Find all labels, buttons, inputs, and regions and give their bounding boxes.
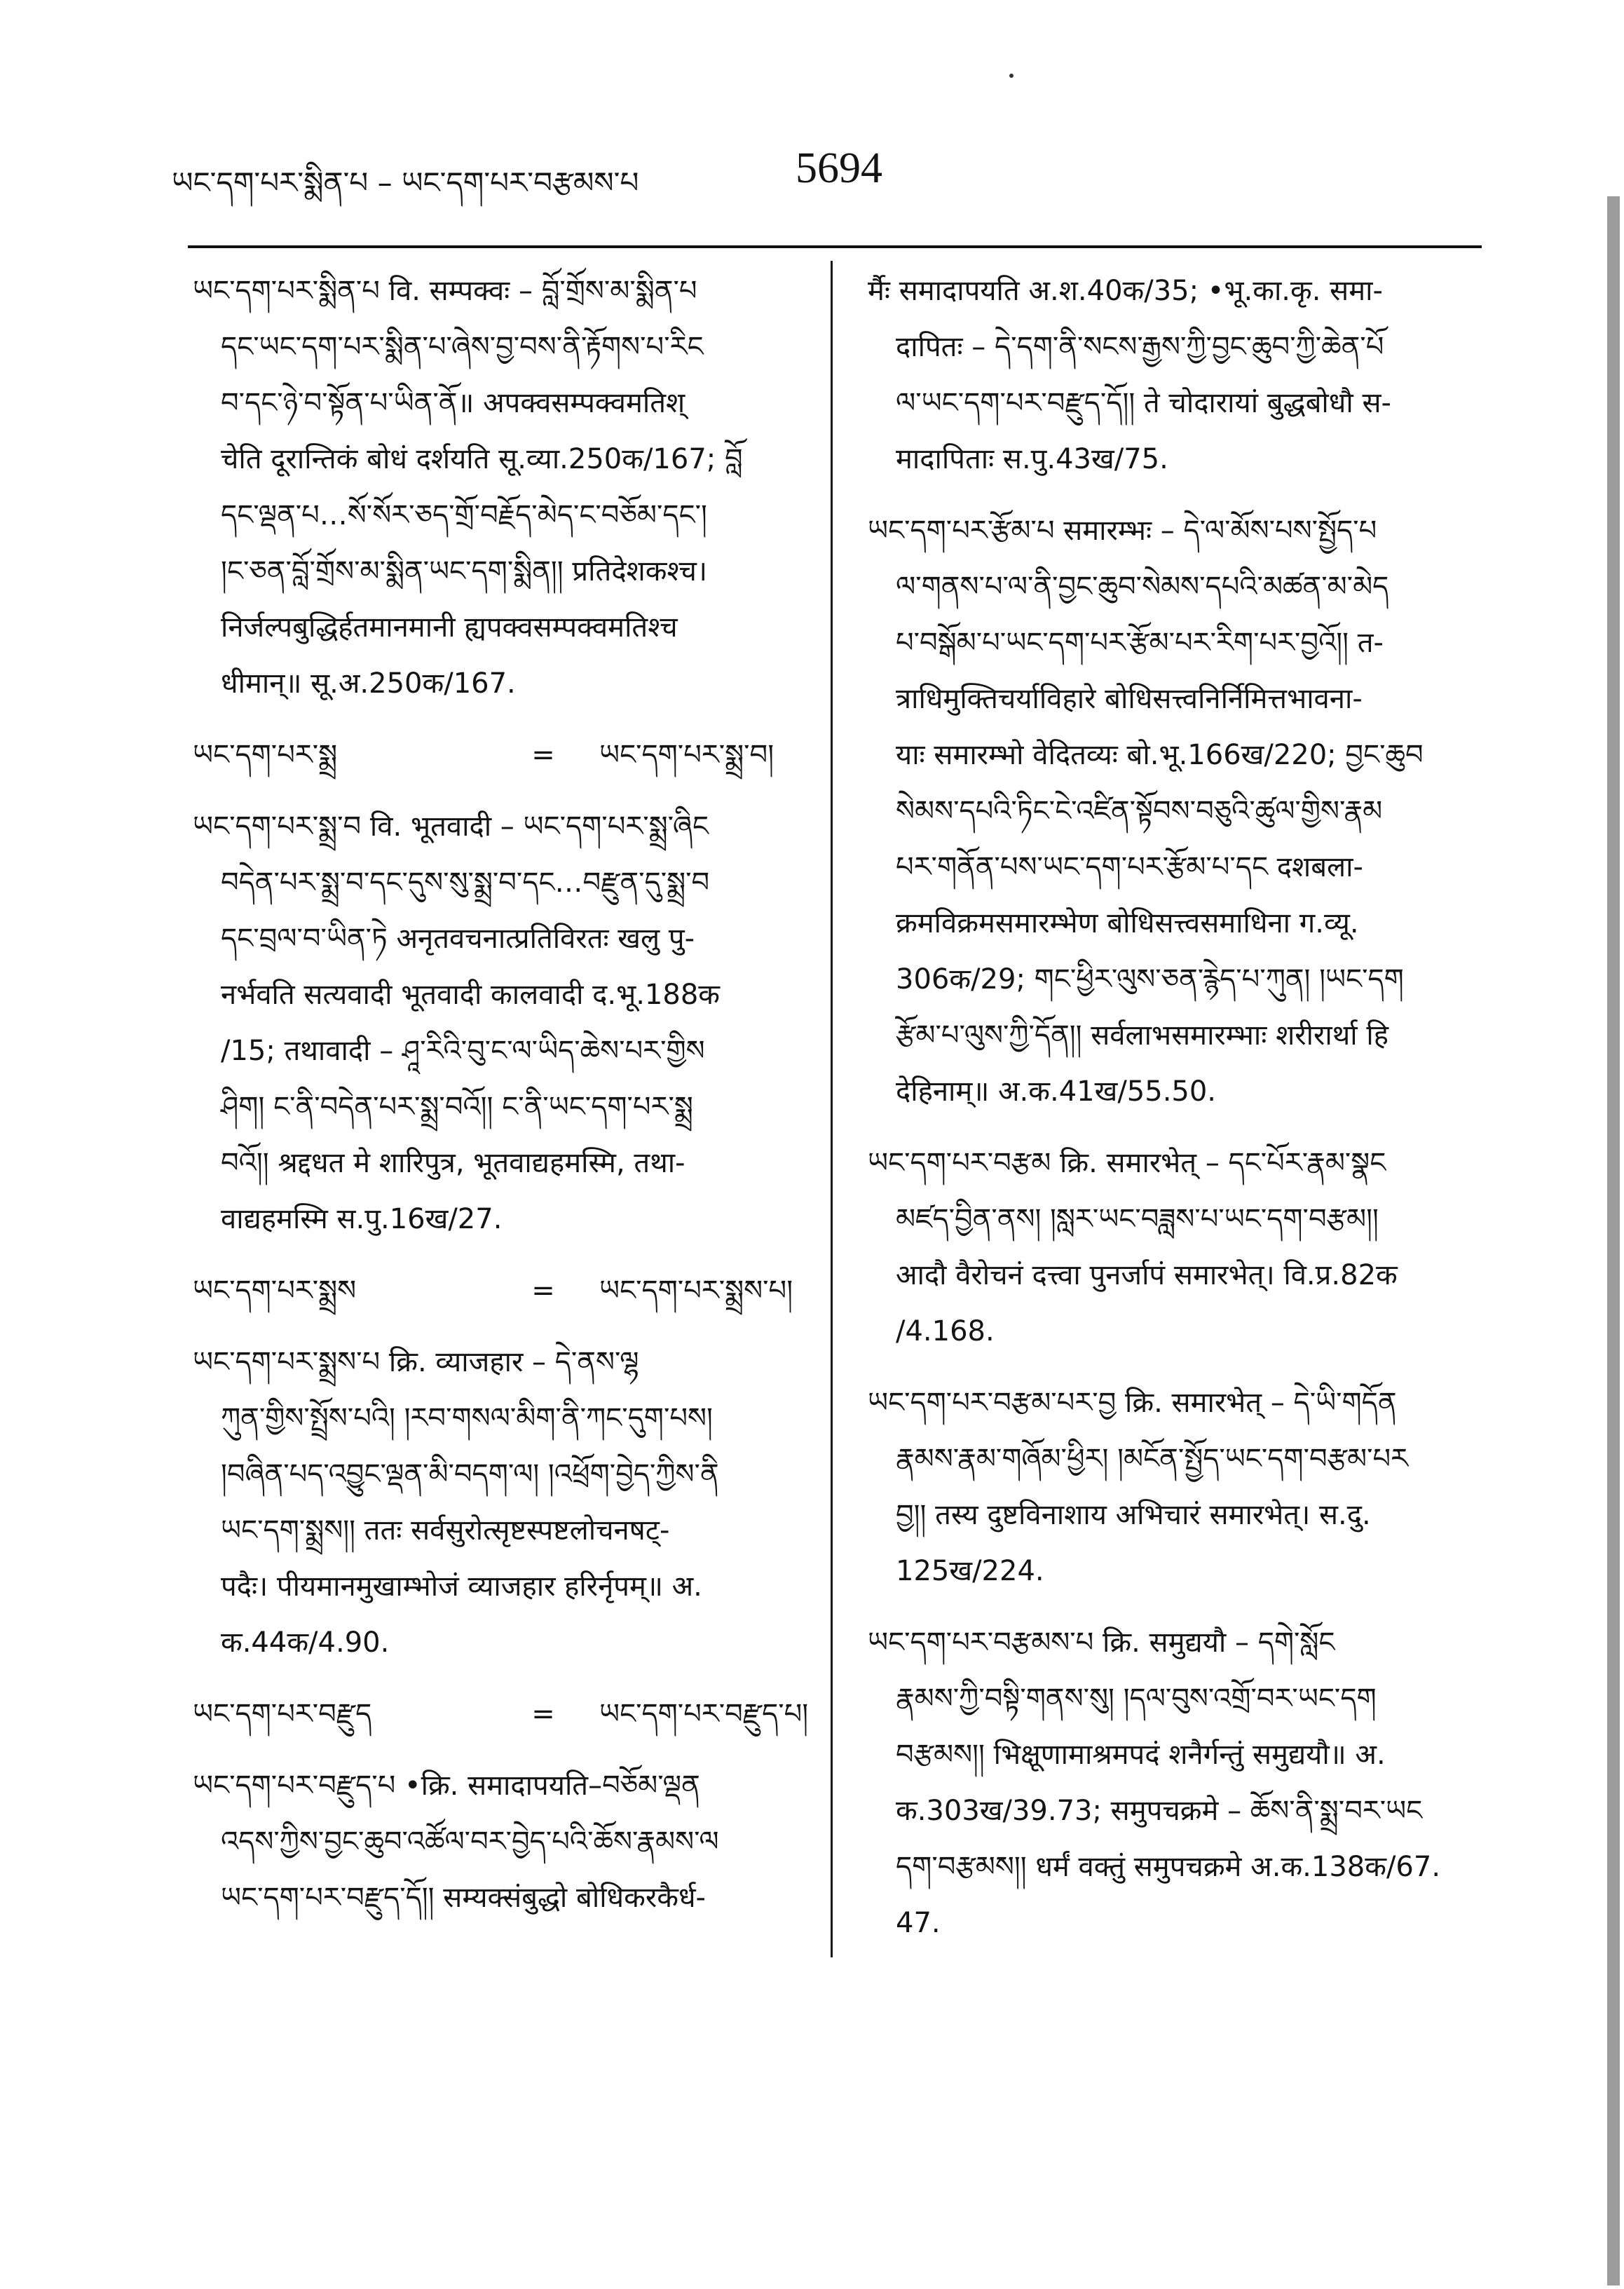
entry-line: པར་གནོན་པས་ཡང་དག་པར་རྩོམ་པ་དང दशबला- (896, 851, 1363, 883)
dictionary-entry (868, 1375, 1478, 1599)
entry-line: ལ་ཡང་དག་པར་བརྫུད་དོ།། ते चोदारायां बुद्धबोधौ स- (896, 387, 1391, 419)
entry-line: ཀུན་གྱིས་སྤྲོས་པའི། །རབ་གསལ་མིག་ནི་ཀང་དུག་པས། (221, 1402, 713, 1434)
entry-headline: ཡང་དག་པར་བརྫུད་པ •क्रि. समादापयति–བཅོམ་ལྡན (193, 1770, 700, 1802)
entry-line: །ང་ཅན་བློ་གྲོས་མ་སྨིན་ཡང་དག་སྨིན།། प्रतिदेशकश्च। (221, 555, 708, 587)
entry-headline: ཡང་དག་པར་སྨིན་པ वि. सम्पक्वः – བློ་གྲོས་མ་སྨིན་པ (193, 275, 697, 307)
entry-line: क.44क/4.90. (221, 1626, 390, 1659)
cross-reference-entry (193, 1686, 820, 1742)
equals-sign: = (531, 1698, 555, 1730)
entry-line: 306क/29; གང་ཕྱིར་ལུས་ཅན་རྙེད་པ་ཀུན། །ཡང་དག (896, 963, 1404, 996)
cross-reference-headword: ཡང་དག་པར་སྨྲས (193, 1275, 357, 1307)
entry-line: 47. (896, 1907, 941, 1939)
entry-line: दापितः – དེ་དག་ནི་སངས་རྒྱས་ཀྱི་བྱང་ཆུབ་ཀྱི་ཆེན་པོ (896, 331, 1384, 363)
dictionary-entry (193, 1334, 820, 1671)
entry-line: མཛད་བྱིན་ནས། །སླར་ཡང་བཟླས་པ་ཡང་དག་བརྩམ།། (896, 1203, 1379, 1235)
entry-headline: ཡང་དག་པར་སྨྲས་པ क्रि. व्याजहार – དེ་ནས་ལྷ (193, 1346, 639, 1378)
entry-line: པ་བསྒོམ་པ་ཡང་དག་པར་རྩོམ་པར་རིག་པར་བྱའོ།། त- (896, 627, 1384, 659)
dictionary-entry (868, 1615, 1478, 1951)
entry-line: དག་བརྩམས།། धर्मं वक्तुं समुपचक्रमे अ.क.138क/67. (896, 1851, 1441, 1883)
entry-line: /4.168. (896, 1315, 995, 1347)
entry-line: འདས་ཀྱིས་བྱང་ཆུབ་འཚོལ་བར་བྱེད་པའི་ཆོས་རྣམས་ལ (221, 1826, 719, 1858)
header-rule (188, 245, 1482, 248)
entry-line: རྣམས་རྣམ་གཞོམ་ཕྱིར། །མངོན་སྤྱོད་ཡང་དག་བརྩམ་པར (896, 1443, 1409, 1475)
entry-line: क.303ख/39.73; समुपचक्रमे – ཆོས་ནི་སྨྲ་བར་ཡང (896, 1795, 1423, 1827)
dictionary-entry (868, 1135, 1478, 1359)
entry-line: དང་བྲལ་བ་ཡིན་ཏེ अनृतवचनात्प्रतिविरतः खलु पु- (221, 923, 695, 955)
entry-line: क्रमविक्रमसमारम्भेण बोधिसत्त्वसमाधिना ग.व्यू. (896, 907, 1359, 939)
entry-line: སེམས་དཔའི་ཏིང་ངེ་འཛིན་སྟོབས་བཅུའི་ཚུལ་གྱིས་རྣམ (896, 795, 1383, 827)
entry-line: निर्जल्पबुद्धिर्हतमानमानी ह्यपक्वसम्पक्वमतिश्च (221, 611, 678, 644)
equals-sign: = (531, 1275, 555, 1307)
entry-headline: ཡང་དག་པར་བརྩམས་པ क्रि. समुद्ययौ – དགེ་སློང (868, 1626, 1335, 1659)
cross-reference-target: ཡང་དག་པར་བརྫུད་པ། (599, 1698, 809, 1730)
entry-line: याः समारम्भो वेदितव्यः बो.भू.166ख/220; བྱང་ཆུབ (896, 739, 1424, 771)
entry-line: བྱ།། तस्य दुष्टविनाशाय अभिचारं समारभेत्। स.दु. (896, 1499, 1371, 1531)
dictionary-entry (193, 263, 820, 712)
entry-headline: ཡང་དག་པར་སྨྲ་བ वि. भूतवादी – ཡང་དག་པར་སྨྲ་ཞིང (193, 810, 709, 843)
entry-line: བདེན་པར་སྨྲ་བ་དང་དུས་སུ་སྨྲ་བ་དང…བརྫུན་དུ་སྨྲ་བ (221, 867, 710, 899)
entry-line: རྣམས་ཀྱི་བསྟི་གནས་སུ། །དལ་བུས་འགྲོ་བར་ཡང་དག (896, 1683, 1377, 1715)
entry-line: वाद्यहमस्मि स.पु.16ख/27. (221, 1203, 503, 1235)
cross-reference-entry (193, 727, 820, 783)
header-left-headword: ཡང་དག་པར་སྨིན་པ – ཡང་དག་པར་བརྩམས་པ (172, 165, 639, 200)
entry-headline: ཡང་དག་པར་བརྩམ क्रि. समारभेत् – དང་པོར་རྣམ་སྣང (868, 1147, 1386, 1179)
entry-line: 125ख/224. (896, 1555, 1044, 1587)
entry-line: देहिनाम्॥ अ.क.41ख/55.50. (896, 1075, 1217, 1108)
cross-reference-target: ཡང་དག་པར་སྨྲས་པ། (599, 1275, 793, 1307)
right-column (868, 263, 1478, 1967)
entry-line: རྩོམ་པ་ལུས་ཀྱི་དོན།། सर्वलाभसमारम्भाः शरीरार्था हि (896, 1019, 1388, 1052)
entry-headline: ཡང་དག་པར་བརྩམ་པར་བྱ क्रि. समारभेत् – དེ་ཡི་གདོན (868, 1387, 1397, 1419)
entry-line: चेति दूरान्तिकं बोधं दर्शयति सू.व्या.250क/167; བློ (221, 443, 743, 475)
column-divider (831, 261, 833, 1957)
entry-line: དང་ལྡན་པ…སོ་སོར་ཅད་གྲོ་བརྗོད་མེད་ང་བཅོམ་དང་། (221, 499, 707, 531)
running-header (172, 144, 1482, 200)
speck-mark (1009, 74, 1014, 78)
entry-line: ལ་གནས་པ་ལ་ནི་བྱང་ཆུབ་སེམས་དཔའི་མཚན་མ་མེད (896, 571, 1389, 603)
entry-line: आदौ वैरोचनं दत्त्वा पुनर्जापं समारभेत्। वि.प्र.82क (896, 1259, 1398, 1291)
entry-line: /15; तथावादी – ཤཱ་རིའི་བུ་ང་ལ་ཡིད་ཆེས་པར་གྱིས (221, 1035, 705, 1067)
entry-line: पदैः। पीयमानमुखाम्भोजं व्याजहार हरिर्नृपम्॥ अ. (221, 1570, 702, 1603)
entry-line: དང་ཡང་དག་པར་སྨིན་པ་ཞེས་བྱ་བས་ནི་རྟོགས་པ་རིང (221, 331, 704, 363)
page-number: 5694 (796, 144, 882, 192)
equals-sign: = (531, 739, 555, 771)
cross-reference-headword: ཡང་དག་པར་སྨྲ (193, 739, 338, 771)
entry-headline: र्मैः समादापयति अ.श.40क/35; •भू.का.कृ. समा- (868, 275, 1383, 307)
dictionary-entry (868, 503, 1478, 1120)
entry-line: धीमान्॥ सू.अ.250क/167. (221, 667, 516, 700)
entry-line: བ་དང་ཉེ་བ་སྟོན་པ་ཡིན་ནོ॥ अपक्वसम्पक्वमतिश् (221, 387, 685, 419)
cross-reference-entry (193, 1263, 820, 1319)
entry-line: ཡང་དག་པར་བརྫུད་དོ།། सम्यक्संबुद्धो बोधिकरकैर्ध- (221, 1882, 706, 1914)
entry-headline: ཡང་དག་པར་རྩོམ་པ समारम्भः – དེ་ལ་མོས་པས་སྤྱོད་པ (868, 515, 1377, 547)
cross-reference-headword: ཡང་དག་པར་བརྫུད (193, 1698, 372, 1730)
left-column (193, 263, 820, 1941)
dictionary-entry (193, 1758, 820, 1926)
entry-line: मादापिताः स.पु.43ख/75. (896, 443, 1168, 475)
scan-edge-shadow (1607, 196, 1620, 2285)
entry-line: །བཞིན་པད་འབྱུང་ལྡན་མི་བདག་ལ། །འཕྲོག་བྱེད་ཀྱིས་ནི (221, 1458, 719, 1490)
dictionary-entry (868, 263, 1478, 487)
dictionary-entry (193, 799, 820, 1247)
entry-line: བའོ།། श्रद्दधत मे शारिपुत्र, भूतवाद्यहमस्मि, तथा- (221, 1147, 685, 1179)
entry-line: ཡང་དག་སྨྲས།། ततः सर्वसुरोत्सृष्टस्पष्टलोचनषट्- (221, 1514, 670, 1547)
entry-line: བརྩམས།། भिक्षूणामाश्रमपदं शनैर्गन्तुं समुद्ययौ॥ अ. (896, 1739, 1386, 1771)
entry-line: त्राधिमुक्तिचर्याविहारे बोधिसत्त्वनिर्निमित्तभावना- (896, 683, 1363, 715)
cross-reference-target: ཡང་དག་པར་སྨྲ་བ། (599, 739, 775, 771)
entry-line: ཤིག། ང་ནི་བདེན་པར་སྨྲ་བའོ།། ང་ནི་ཡང་དག་པར་སྨྲ (221, 1091, 693, 1123)
entry-line: नर्भवति सत्यवादी भूतवादी कालवादी द.भू.188क (221, 979, 720, 1011)
